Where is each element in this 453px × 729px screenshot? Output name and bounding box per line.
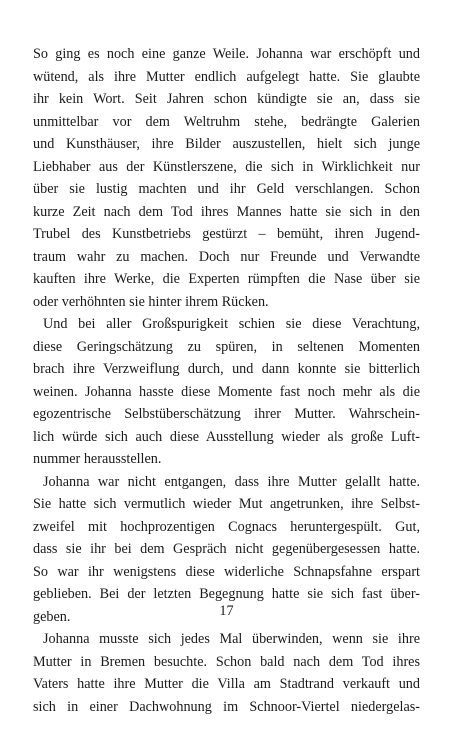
text-line: unmittelbar vor dem Weltruhm stehe, bedrängte Galerien	[33, 113, 420, 130]
text-line: Liebhaber aus der Künstlerszene, die sich in Wirklichkeit nur	[33, 158, 420, 175]
text-line: wütend, als ihre Mutter endlich aufgelegt hatte. Sie glaubte	[33, 68, 420, 85]
page-number: 17	[219, 603, 234, 619]
text-line: zweifel mit hochprozentigen Cognacs heruntergespült. Gut,	[33, 518, 420, 535]
text-line: über sie lustig machten und ihr Geld verschlangen. Schon	[33, 181, 420, 197]
paragraph	[33, 628, 420, 718]
text-line: Vaters hatte ihre Mutter die Villa am Stadtrand verkauft und	[33, 676, 420, 692]
text-line: nummer herausstellen.	[33, 451, 162, 467]
text-line: brach ihre Verzweiflung durch, und dann konnte sie bitterlich	[33, 361, 420, 377]
paragraph	[33, 43, 420, 313]
text-line: traum wahr zu machen. Doch nur Freunde und Verwandte	[33, 248, 420, 265]
text-line: Johanna musste sich jedes Mal überwinden, wenn sie ihre	[43, 631, 420, 647]
text-line: egozentrische Selbstüberschätzung ihrer Mutter. Wahrschein-	[33, 406, 420, 422]
text-line: lich würde sich auch diese Ausstellung wieder als große Luft-	[33, 428, 420, 445]
text-line: Sie hatte sich vermutlich wieder Mut angetrunken, ihre Selbst-	[33, 496, 420, 512]
text-line: sich in einer Dachwohnung im Schnoor-Viertel niedergelas-	[33, 698, 420, 715]
text-line: dass sie ihr bei dem Gespräch nicht gegenübergesessen hatte.	[33, 541, 420, 557]
text-line: weinen. Johanna hasste diese Momente fast noch mehr als die	[33, 383, 420, 400]
text-line: Johanna war nicht entgangen, dass ihre Mutter gelallt hatte.	[43, 473, 420, 490]
text-line: ihr kein Wort. Seit Jahren schon kündigte sie an, dass sie	[33, 91, 420, 107]
text-line: Trubel des Kunstbetriebs gestürzt – bemüht, ihren Jugend-	[33, 226, 420, 242]
text-line: oder verhöhnten sie hinter ihrem Rücken.	[33, 293, 269, 310]
text-line: kurze Zeit nach dem Tod ihres Mannes hatte sie sich in den	[33, 203, 420, 220]
text-line: So ging es noch eine ganze Weile. Johanna war erschöpft und	[33, 46, 420, 62]
paragraph	[33, 313, 420, 471]
text-line: diese Geringschätzung zu spüren, in seltenen Momenten	[33, 338, 420, 355]
text-line: und Kunsthäuser, ihre Bilder auszustellen, hielt sich junge	[33, 136, 420, 152]
text-line: So war ihr wenigstens diese widerliche Schnapsfahne erspart	[33, 563, 420, 580]
text-line: geben.	[33, 608, 71, 625]
text-line: Mutter in Bremen besuchte. Schon bald nach dem Tod ihres	[33, 653, 420, 670]
text-line: Und bei aller Großspurigkeit schien sie diese Verachtung,	[43, 316, 420, 332]
text-line: kauften ihre Werke, die Experten rümpften die Nase über sie	[33, 271, 420, 287]
text-line: geblieben. Bei der letzten Begegnung hatte sie sich fast über-	[33, 586, 420, 602]
